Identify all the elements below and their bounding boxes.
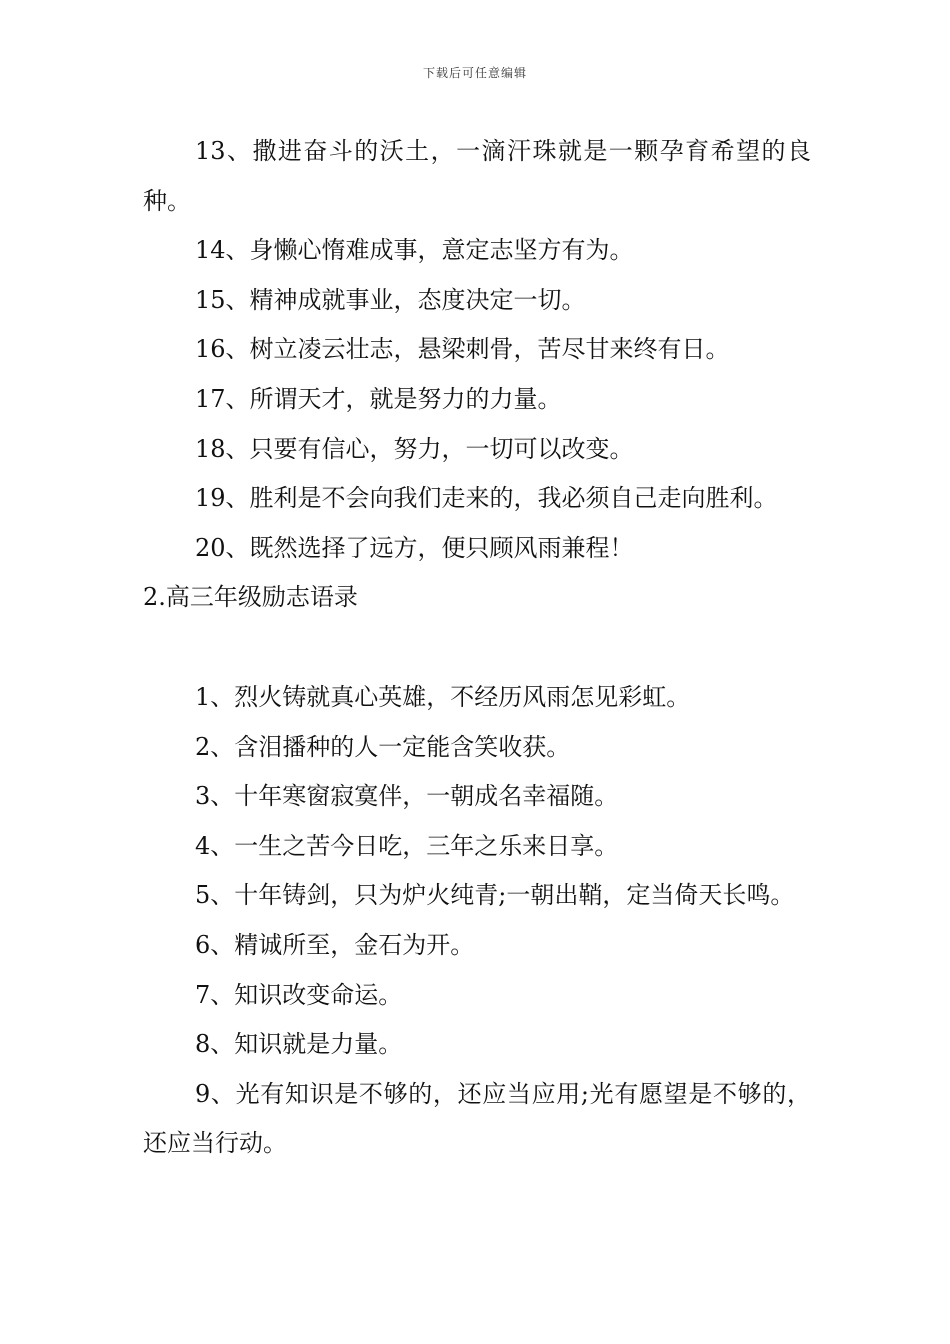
quote-item: 19、胜利是不会向我们走来的，我必须自己走向胜利。 (195, 484, 778, 513)
quote-item: 20、既然选择了远方，便只顾风雨兼程！ (195, 533, 634, 562)
quote-item: 1、烈火铸就真心英雄，不经历风雨怎见彩虹。 (195, 682, 691, 711)
quote-item: 5、十年铸剑，只为炉火纯青;一朝出鞘，定当倚天长鸣。 (195, 881, 795, 910)
document-body (143, 127, 811, 1169)
quote-item: 4、一生之苦今日吃，三年之乐来日享。 (195, 831, 619, 860)
page-header: 下载后可任意编辑 (422, 66, 527, 80)
quote-item: 14、身懒心惰难成事，意定志坚方有为。 (195, 236, 634, 265)
section-heading: 2.高三年级励志语录 (143, 583, 358, 612)
quote-item: 3、十年寒窗寂寞伴，一朝成名幸福随。 (195, 782, 619, 811)
quote-item: 17、所谓天才，就是努力的力量。 (195, 384, 562, 413)
quote-item: 7、知识改变命运。 (195, 980, 403, 1009)
quote-item: 9、光有知识是不够的，还应当应用;光有愿望是不够的，还应当行动。 (143, 1079, 811, 1158)
quote-item: 18、只要有信心，努力，一切可以改变。 (195, 434, 634, 463)
quote-item: 16、树立凌云壮志，悬梁刺骨，苦尽甘来终有日。 (195, 335, 730, 364)
quote-item: 8、知识就是力量。 (195, 1030, 403, 1059)
section-spacer (143, 623, 811, 673)
quote-item: 6、精诚所至，金石为开。 (195, 930, 475, 959)
quote-item: 15、精神成就事业，态度决定一切。 (195, 285, 586, 314)
quote-item: 2、含泪播种的人一定能含笑收获。 (195, 732, 571, 761)
quote-item: 13、撒进奋斗的沃土，一滴汗珠就是一颗孕育希望的良种。 (143, 137, 811, 215)
